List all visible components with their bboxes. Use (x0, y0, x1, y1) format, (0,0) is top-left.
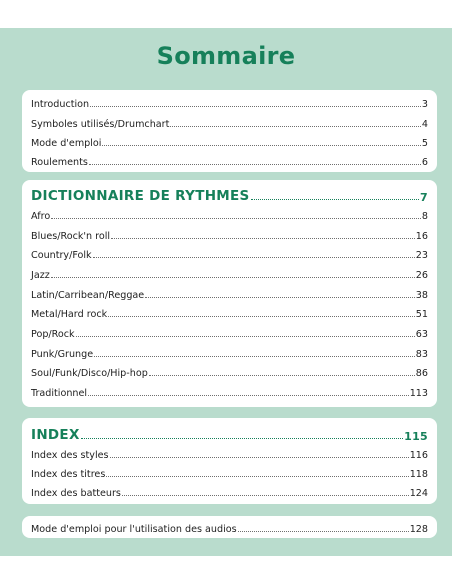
toc-entry-label: Metal/Hard rock (31, 309, 108, 320)
toc-entry-label: Punk/Grunge (31, 349, 94, 360)
toc-entry-label: Soul/Funk/Disco/Hip-hop (31, 368, 148, 379)
toc-entry-symboles[interactable] (31, 114, 428, 130)
toc-entry-label: Jazz (31, 270, 50, 281)
toc-entry-label: Roulements (31, 157, 88, 168)
toc-entry-label: Introduction (31, 99, 90, 110)
toc-entry-label: Index des batteurs (31, 488, 121, 499)
toc-entry-page: 3 (421, 99, 428, 110)
toc-entry-roulements[interactable] (31, 152, 428, 168)
toc-entry-page: 113 (409, 388, 428, 399)
dot-leader (81, 438, 403, 439)
dot-leader (122, 495, 409, 496)
dot-leader (110, 457, 409, 458)
toc-entry-page: 63 (415, 329, 428, 340)
dot-leader (88, 395, 409, 396)
toc-section-audio (22, 516, 437, 538)
dot-leader (102, 145, 420, 146)
toc-entry-latin[interactable] (31, 285, 428, 301)
toc-entry-page: 26 (415, 270, 428, 281)
toc-entry-page: 124 (409, 488, 428, 499)
toc-heading-page: 7 (420, 191, 428, 204)
toc-entry-page: 128 (409, 524, 428, 535)
toc-entry-label: Latin/Carribean/Reggae (31, 290, 145, 301)
toc-entry-label: Blues/Rock'n roll (31, 231, 111, 242)
toc-entry-page: 4 (421, 119, 428, 130)
toc-section-index (22, 418, 437, 504)
dot-leader (111, 238, 415, 239)
toc-entry-pop[interactable] (31, 324, 428, 340)
dot-leader (89, 164, 421, 165)
toc-entry-audio[interactable] (31, 519, 428, 535)
toc-entry-page: 16 (415, 231, 428, 242)
toc-entry-page: 83 (415, 349, 428, 360)
toc-section-dictionnaire (22, 180, 437, 407)
toc-page (0, 28, 452, 556)
dot-leader (93, 257, 415, 258)
toc-entry-label: Traditionnel (31, 388, 88, 399)
dot-leader (90, 106, 421, 107)
toc-entry-page: 6 (421, 157, 428, 168)
toc-entry-index-batteurs[interactable] (31, 483, 428, 499)
toc-heading-dictionnaire[interactable] (31, 184, 428, 204)
toc-entry-label: Mode d'emploi (31, 138, 102, 149)
toc-entry-label: Afro (31, 211, 51, 222)
dot-leader (51, 218, 421, 219)
toc-heading-index[interactable] (31, 423, 428, 443)
toc-entry-introduction[interactable] (31, 94, 428, 110)
dot-leader (238, 531, 409, 532)
toc-entry-label: Pop/Rock (31, 329, 75, 340)
toc-entry-label: Mode d'emploi pour l'utilisation des audios (31, 524, 237, 535)
toc-entry-mode-emploi[interactable] (31, 133, 428, 149)
dot-leader (108, 316, 415, 317)
toc-entry-traditionnel[interactable] (31, 383, 428, 399)
dot-leader (251, 199, 419, 200)
toc-entry-page: 116 (409, 450, 428, 461)
dot-leader (51, 277, 415, 278)
toc-entry-label: Index des titres (31, 469, 106, 480)
toc-heading-label: DICTIONNAIRE DE RYTHMES (31, 188, 250, 204)
toc-heading-page: 115 (404, 430, 428, 443)
toc-entry-page: 38 (415, 290, 428, 301)
toc-entry-index-styles[interactable] (31, 445, 428, 461)
toc-entry-punk[interactable] (31, 344, 428, 360)
toc-entry-page: 23 (415, 250, 428, 261)
toc-entry-blues[interactable] (31, 226, 428, 242)
toc-entry-page: 86 (415, 368, 428, 379)
dot-leader (170, 126, 421, 127)
toc-entry-country[interactable] (31, 245, 428, 261)
dot-leader (106, 476, 408, 477)
dot-leader (145, 297, 415, 298)
toc-heading-label: INDEX (31, 427, 80, 443)
toc-entry-soul[interactable] (31, 363, 428, 379)
toc-section-intro (22, 90, 437, 172)
toc-entry-page: 51 (415, 309, 428, 320)
dot-leader (94, 356, 415, 357)
toc-entry-afro[interactable] (31, 206, 428, 222)
toc-entry-index-titres[interactable] (31, 464, 428, 480)
toc-entry-label: Index des styles (31, 450, 109, 461)
toc-entry-jazz[interactable] (31, 265, 428, 281)
page-title: Sommaire (156, 42, 296, 70)
dot-leader (149, 375, 415, 376)
toc-entry-page: 118 (409, 469, 428, 480)
toc-entry-metal[interactable] (31, 304, 428, 320)
toc-entry-page: 8 (421, 211, 428, 222)
toc-entry-page: 5 (421, 138, 428, 149)
dot-leader (76, 336, 415, 337)
toc-entry-label: Symboles utilisés/Drumchart (31, 119, 170, 130)
toc-entry-label: Country/Folk (31, 250, 92, 261)
